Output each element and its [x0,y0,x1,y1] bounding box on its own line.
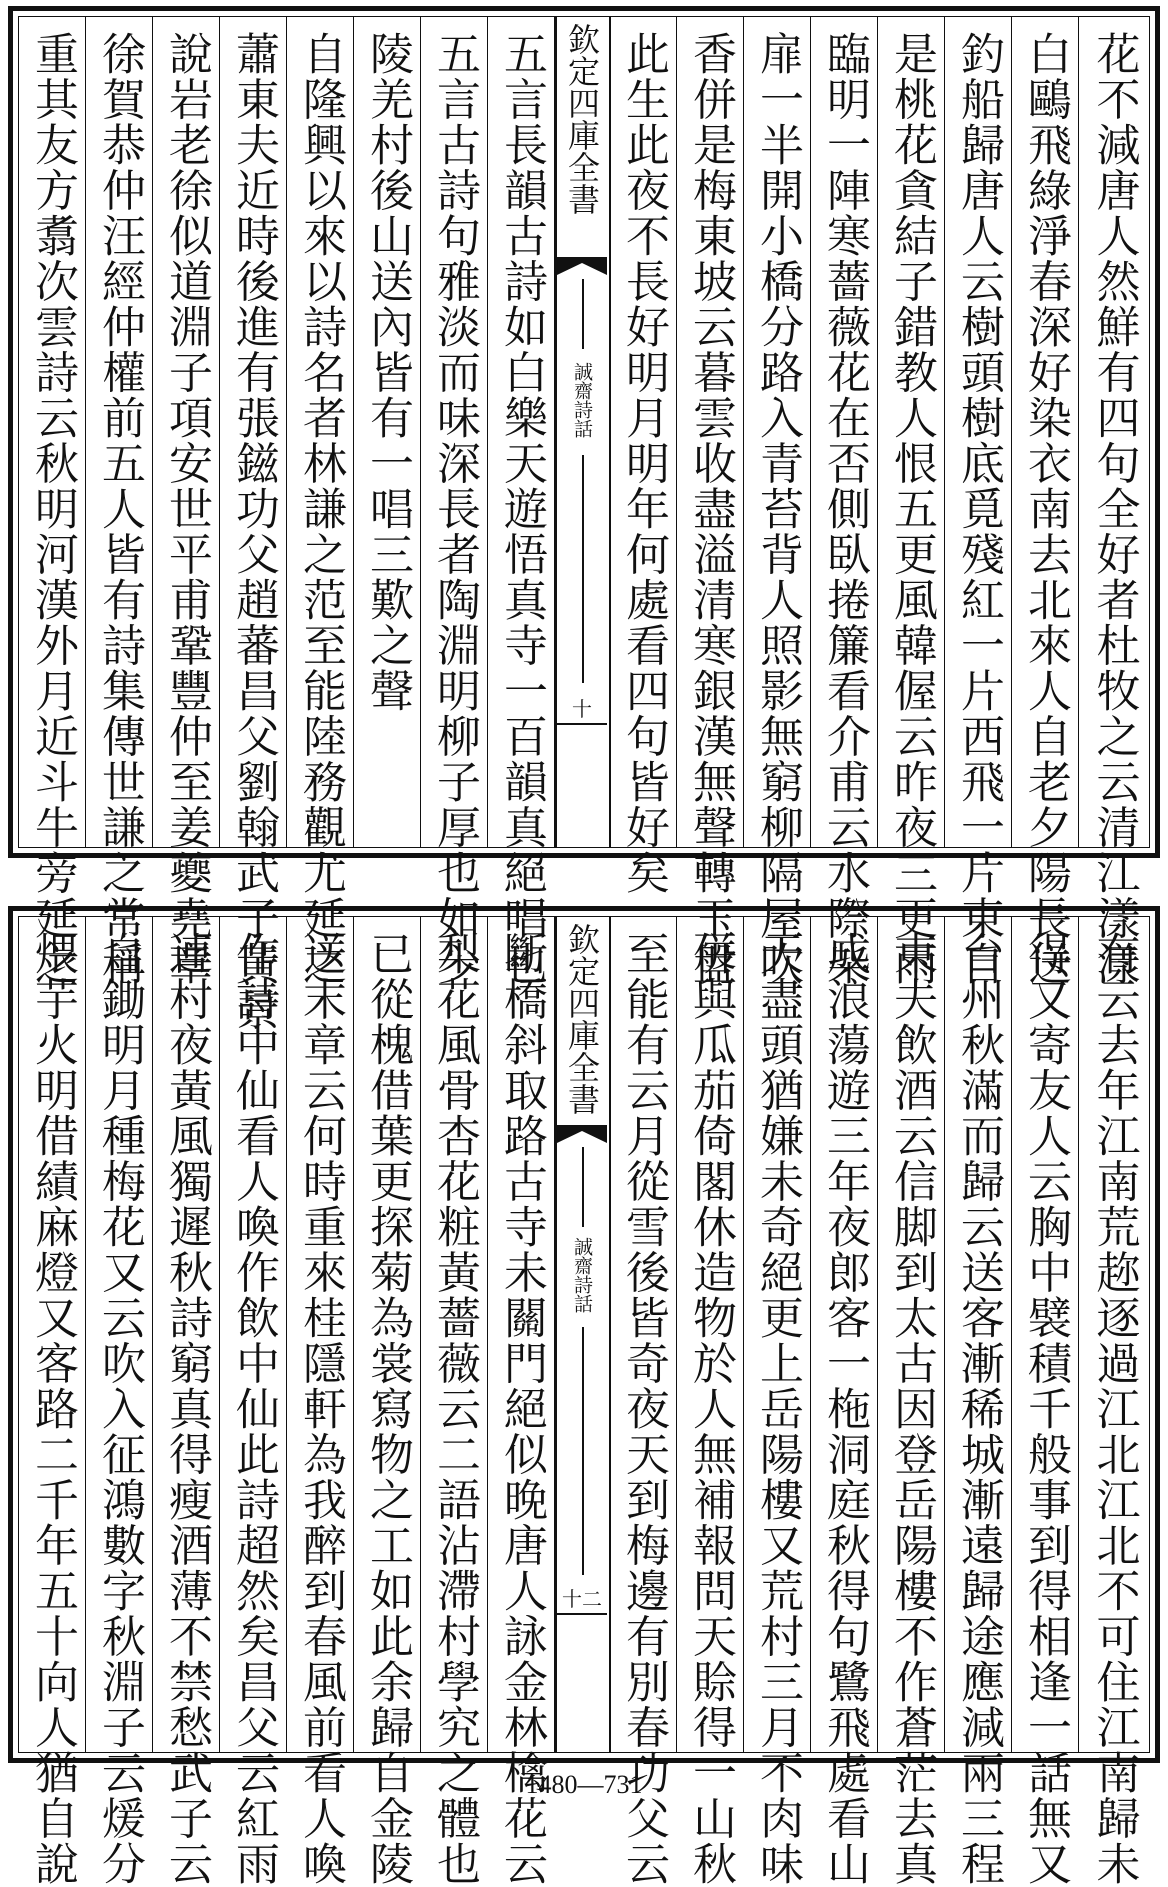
text-column [220,917,287,1887]
fish-tail-mark [555,1123,609,1145]
text-column [488,17,555,987]
text-column [610,917,677,1887]
center-rule [557,723,607,725]
book-subtitle: 誠齋詩話 [571,362,593,438]
column-text: 梨花風骨杏花粧黃薔薇云二語沾滯村學究之體也 [429,931,480,1887]
text-column [1012,17,1079,987]
text-column [354,17,421,847]
column-text: 臨明一陣寒薔薇花在否側臥捲簾看介甫云水際柴 [819,31,870,987]
center-line [582,279,584,349]
text-column [354,917,421,1887]
column-text: 天盡頭猶嫌未奇絕更上岳陽樓又荒村三月不肉味 [752,931,803,1887]
center-fold [555,917,609,1752]
column-text: 白鷗飛綠淨春深好染衣南去北來人自老夕陽長送 [1020,31,1071,987]
text-column [153,17,220,987]
text-column [287,917,354,1887]
column-text: 陵羌村後山送內皆有一唱三歎之聲 [362,31,413,714]
text-column [811,17,878,987]
text-column [744,17,811,987]
book-title: 欽定四庫全書 [563,23,601,215]
text-column [153,917,220,1887]
book-title: 欽定四庫全書 [563,923,601,1115]
text-column [19,17,86,987]
column-text: 得又寄友人云胸中襞積千般事到得相逢一話無又 [1020,931,1071,1887]
text-column [744,917,811,1887]
text-column [610,17,677,896]
column-text: 東夫飲酒云信脚到太古因登岳陽樓不作蒼茫去真 [886,931,937,1887]
page-number: 十二 [562,1587,602,1611]
column-text: 徐賀恭仲汪經仲權前五人皆有詩集傳世謙之常稱 [94,31,145,987]
column-text: 台州秋滿而歸云送客漸稀城漸遠歸途應減兩三程 [953,931,1004,1887]
column-text: 送末章云何時重來桂隱軒為我醉到春風前看人喚 [295,931,346,1887]
text-column [1079,917,1148,1887]
page-top-frame [18,16,1150,1032]
column-text: 自隆興以來以詩名者林謙之范至能陸務觀尤延之 [295,31,346,987]
column-text: 作詩中仙看人喚作飲中仙此詩超然矣昌父云紅雨 [228,931,279,1887]
text-column [945,17,1012,987]
fish-tail-mark [555,255,609,277]
column-text: 成浪蕩遊三年夜郎客一柂洞庭秋得句鷺飛處看山 [819,931,870,1887]
column-text: 香併是梅東坡云暮雲收盡溢清寒銀漢無聲轉玉盤 [685,31,736,987]
fold-divider [555,17,557,847]
column-text: 此生此夜不長好明月明年何處看四句皆好矣 [618,31,669,896]
column-text: 五言長韻古詩如白樂天遊悟真寺一百韻真絕唱也 [496,31,547,987]
center-rule [557,1613,607,1615]
center-fold [555,17,609,847]
text-column [19,917,86,1887]
text-column [878,17,945,987]
column-text: 併與瓜茄倚閣休造物於人無補報問天賒得一山秋 [685,931,736,1887]
column-text: 斷橋斜取路古寺未關門絕似晚唐人詠金林檎花云 [496,931,547,1887]
column-text: 至能有云月從雪後皆奇夜天到梅邊有別春功父云 [618,931,669,1887]
text-column [421,17,488,987]
column-text: 自鋤明月種梅花又云吹入征鴻數字秋淵子云煖分 [94,931,145,1887]
text-column [220,17,287,1032]
column-text: 已從槐借葉更探菊為裳寫物之工如此余歸自金陵 [362,931,413,1887]
column-text: 說岩老徐似道淵子項安世平甫鞏豐仲至姜夔堯章 [161,31,212,987]
column-text: 有云去年江南荒趂逐過江北江北不可住江南歸未 [1088,931,1140,1887]
column-text: 連村夜黃風獨遲秋詩窮真得瘦酒薄不禁愁武子云 [161,931,212,1887]
text-column [287,17,354,987]
catalog-number: 1480—731 [525,1770,643,1799]
center-line [582,455,584,683]
column-text: 重其友方翥次雲詩云秋明河漢外月近斗牛旁延之 [27,31,78,987]
text-column [811,917,878,1887]
text-column [1079,17,1148,987]
text-column [1012,917,1079,1887]
text-column [488,917,555,1887]
text-column [677,917,744,1887]
book-subtitle: 誠齋詩話 [571,1237,593,1313]
page-top [8,6,1160,1032]
column-text: 五言古詩句雅淡而味深長者陶淵明柳子厚也如少 [429,31,480,987]
center-line [582,1147,584,1227]
column-text: 是桃花貪結子錯教人恨五更風韓偓云昨夜三更雨 [886,31,937,987]
text-column [878,917,945,1887]
text-column [86,917,153,1887]
text-column [86,17,153,987]
page-number: 十 [572,697,592,721]
column-text: 扉一半開小橋分路入青苔背人照影無窮柳隔屋吹 [752,31,803,987]
column-text: 釣船歸唐人云樹頭樹底覓殘紅一片西飛一片東自 [953,31,1004,987]
center-line [582,1327,584,1575]
fold-divider [555,917,557,1752]
column-text: 蕭東夫近時後進有張鎡功父趙蕃昌父劉翰武子黃景 [228,31,279,1032]
column-text: 煨芋火明借績麻燈又客路二千年五十向人猶自說 [27,931,78,1887]
text-column [421,917,488,1887]
column-text: 花不減唐人然鮮有四句全好者杜牧之云清江漾漾 [1088,31,1140,987]
text-column [677,17,744,987]
text-column [945,917,1012,1887]
